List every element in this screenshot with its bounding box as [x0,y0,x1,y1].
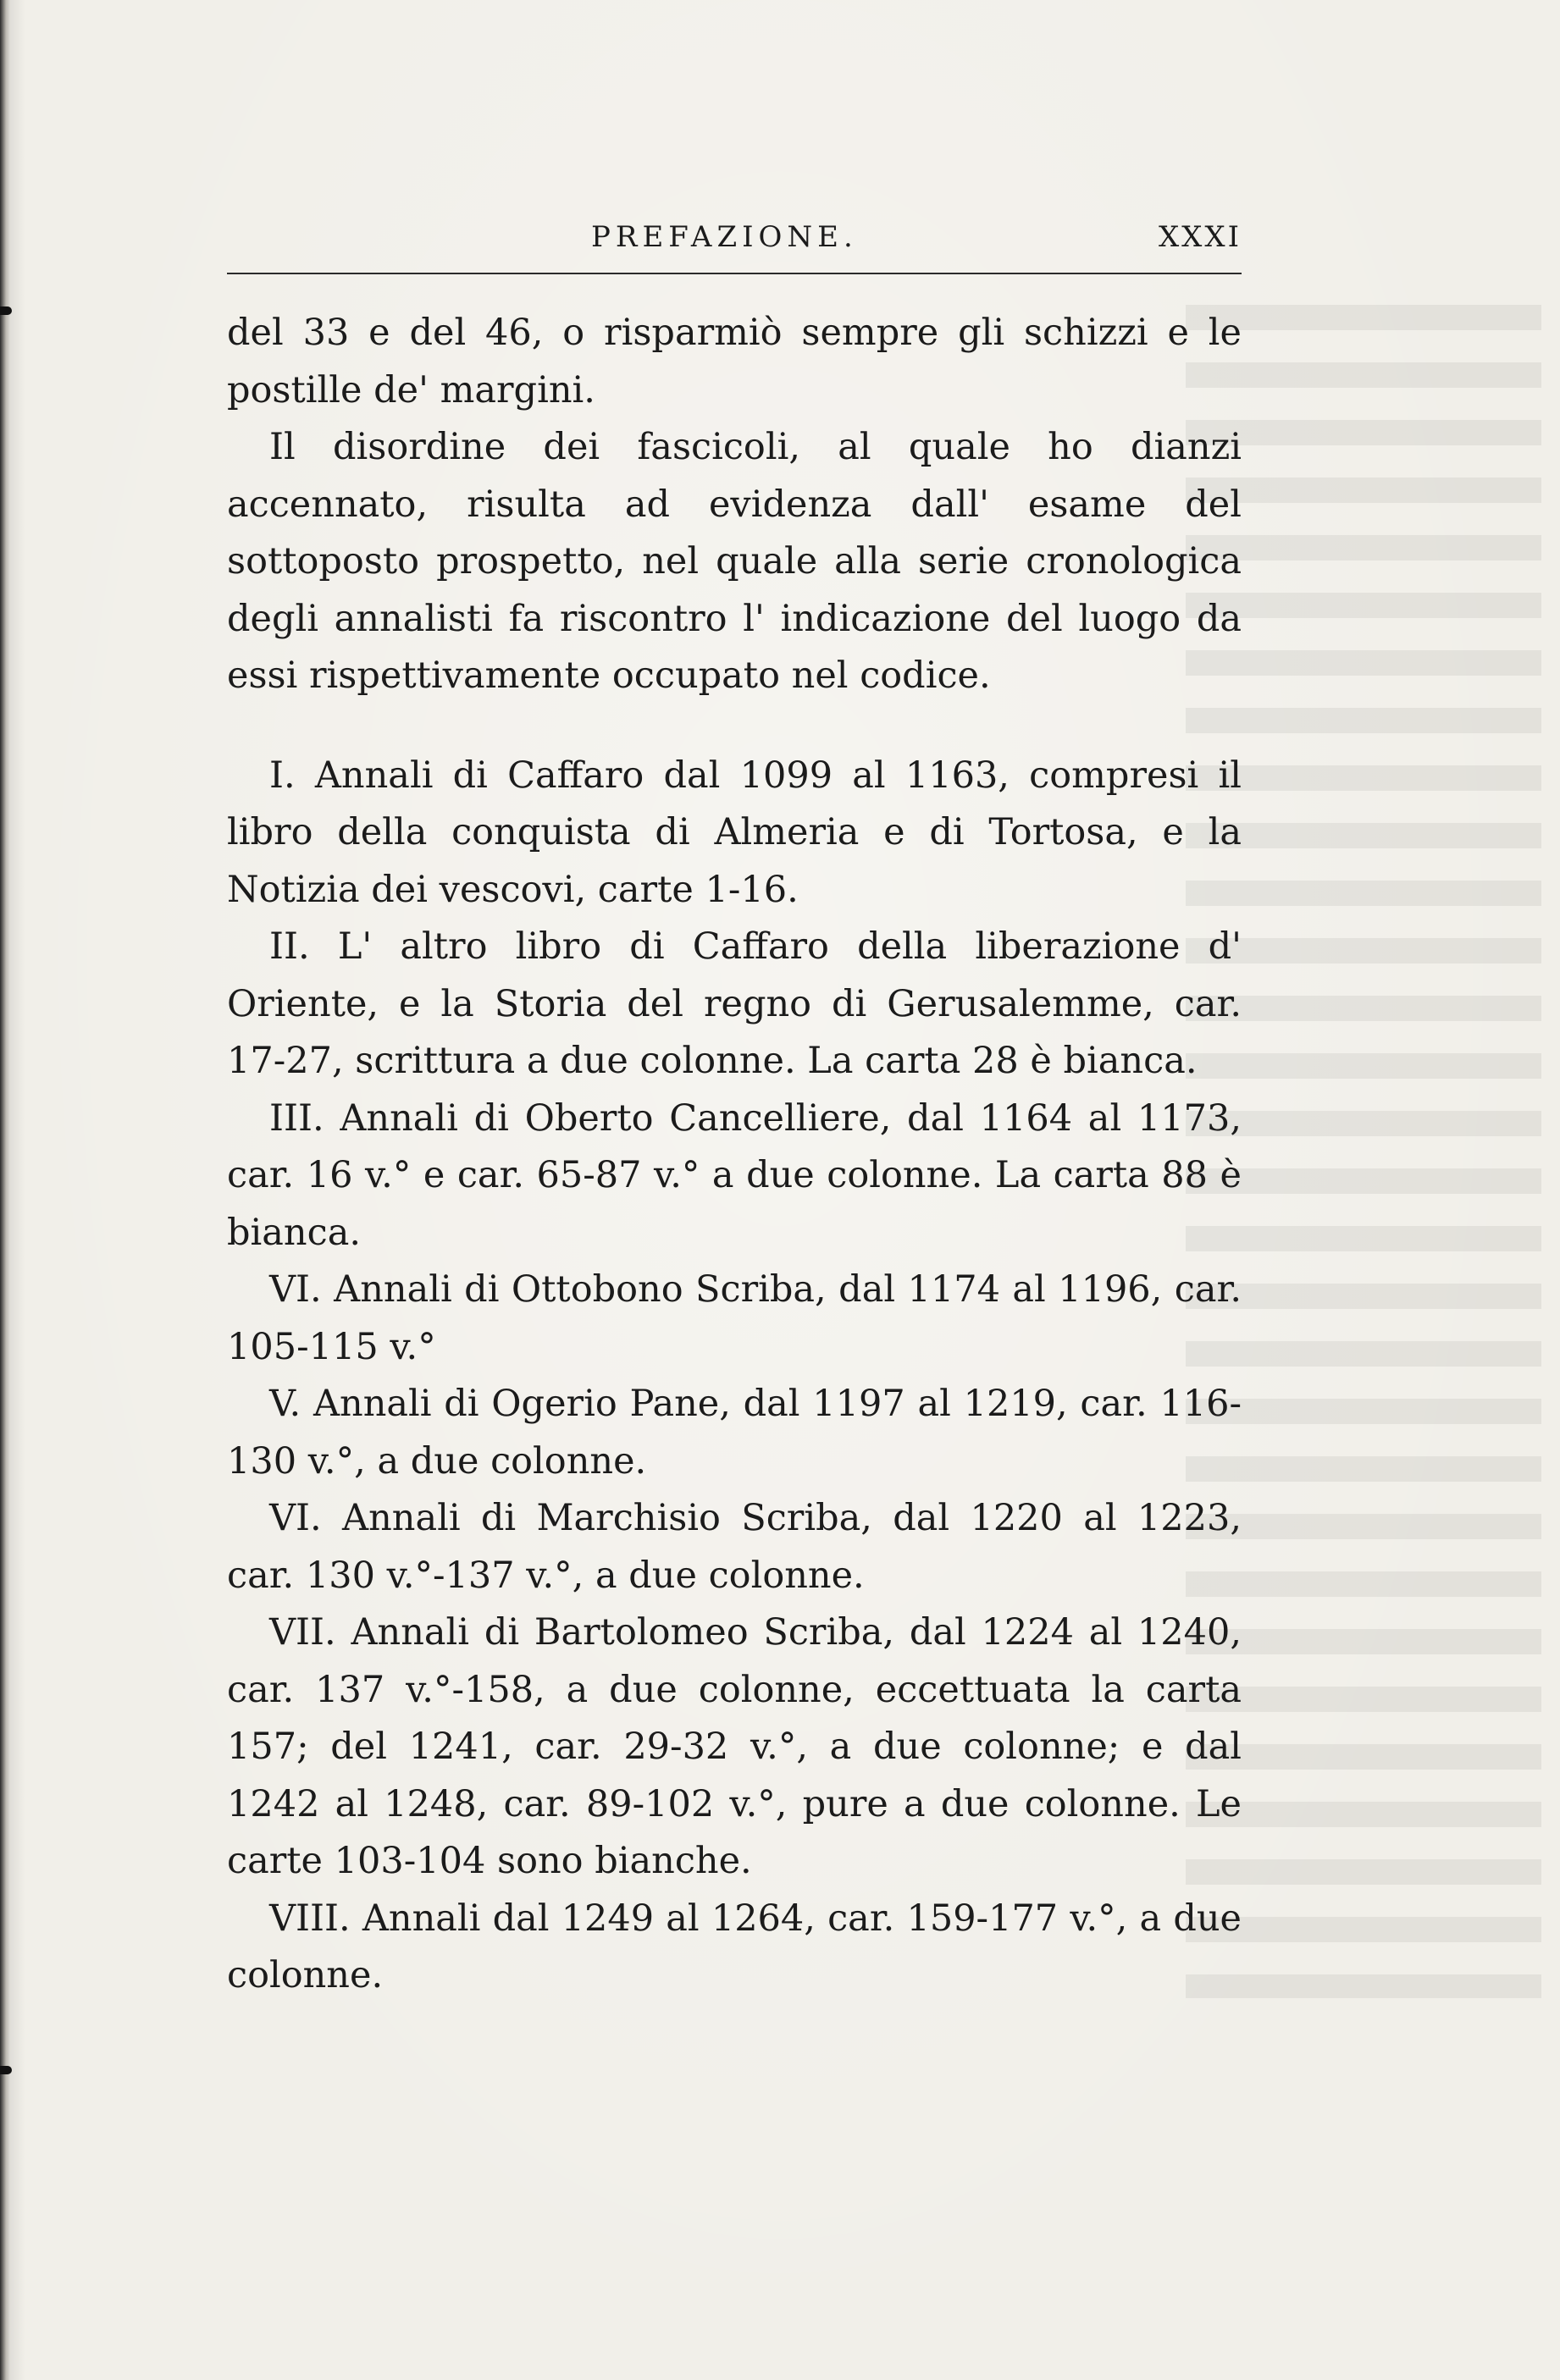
binding-mark [0,306,12,315]
list-item: VI. Annali di Ottobono Scriba, dal 1174 al 1196, car. 105-115 v.° [227,1268,1242,1368]
paragraph-disordine: Il disordine dei fascicoli, al quale ho dianzi accennato, risulta ad evidenza dall' esame del sottoposto prospetto, nel quale alla serie cronologica degli annalisti fa riscontro l' indicazione del luogo da essi rispettivamente occupato nel codice. [227,426,1242,697]
page-number: XXXI [1158,220,1242,254]
header-rule [227,273,1242,274]
paragraph-continuation: del 33 e del 46, o risparmiò sempre gli schizzi e le postille de' margini. [227,312,1242,411]
list-item: VII. Annali di Bartolomeo Scriba, dal 1224 al 1240, car. 137 v.°-158, a due colonne, eccettuata la carta 157; del 1241, car. 29-32 v.°, a due colonne; e dal 1242 al 1248, car. 89-102 v.°, pure a due colonne. Le carte 103-104 sono bianche. [227,1611,1242,1882]
binding-mark [0,2066,12,2074]
list-item: VI. Annali di Marchisio Scriba, dal 1220 al 1223, car. 130 v.°-137 v.°, a due colonne. [227,1497,1242,1597]
list-item: III. Annali di Oberto Cancelliere, dal 1164 al 1173, car. 16 v.° e car. 65-87 v.° a due colonne. La carta 88 è bianca. [227,1096,1242,1254]
page-header [227,212,1242,254]
section-gap [227,705,1242,748]
list-item: I. Annali di Caffaro dal 1099 al 1163, compresi il libro della conquista di Almeria e di Tortosa, e la Notizia dei vescovi, carte 1-16. [227,754,1242,911]
page-left-edge [0,0,10,2380]
running-title: PREFAZIONE. [591,220,858,254]
list-item: II. L' altro libro di Caffaro della liberazione d' Oriente, e la Storia del regno di Gerusalemme, car. 17-27, scrittura a due colonne. La carta 28 è bianca. [227,925,1242,1082]
list-item: VIII. Annali dal 1249 al 1264, car. 159-177 v.°, a due colonne. [227,1897,1242,1996]
body-text [227,305,1242,2005]
list-item: V. Annali di Ogerio Pane, dal 1197 al 1219, car. 116-130 v.°, a due colonne. [227,1383,1242,1483]
